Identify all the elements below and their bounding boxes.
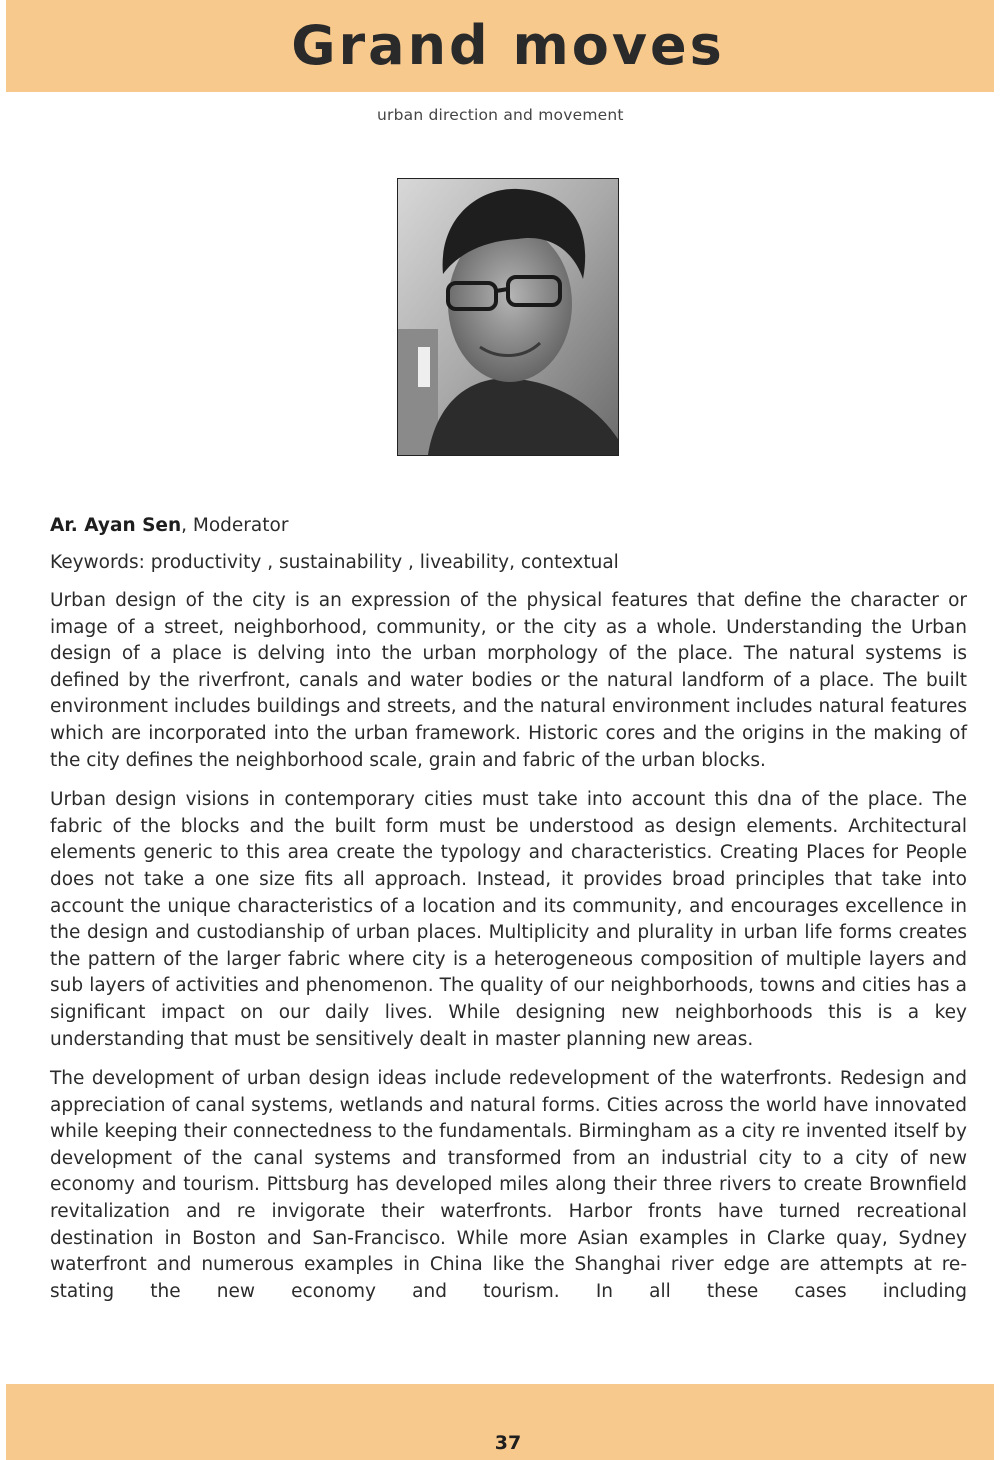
- page-number: 37: [494, 1432, 522, 1454]
- author-byline: [50, 513, 967, 539]
- author-name: Ar. Ayan Sen: [50, 515, 182, 536]
- author-role: , Moderator: [181, 515, 289, 536]
- page-subtitle: urban direction and movement: [377, 106, 624, 124]
- article-body: [50, 513, 967, 1318]
- paragraph: Urban design of the city is an expression of the physical features that define the character or image of a street, neighborhood, community, or the city as a whole. Understanding the Urban design of a place is delving into the urban morphology of the place. The natural systems is defined by the riverfront, canals and water bodies or the natural landform of a place. The built environment includes buildings and streets, and the natural environment includes natural features which are incorporated into the urban framework. Historic cores and the origins in the making of the city defines the neighborhood scale, grain and fabric of the urban blocks.: [50, 590, 967, 771]
- portrait-photo-icon: [398, 179, 618, 455]
- page-title: Grand moves: [291, 14, 725, 77]
- author-photo: [397, 178, 619, 456]
- paragraph: The development of urban design ideas include redevelopment of the waterfronts. Redesign and appreciation of canal systems, wetlands and natural forms. Cities across the world have innovated while keeping their connectedness to the fundamentals. Birmingham as a city re invented itself by development of the canal systems and transformed from an industrial city to a city of new economy and tourism. Pittsburg has developed miles along their three rivers to create Brownfield revitalization and re invigorate their waterfronts. Harbor fronts have turned recreational destination in Boston and San-Francisco. While more Asian examples in Clarke quay, Sydney waterfront and numerous examples in China like the Shanghai river edge are attempts at re-stating the new economy and tourism. In all these cases including: [50, 1068, 967, 1302]
- keywords-line: Keywords: productivity , sustainability , liveability, contextual: [50, 552, 619, 573]
- paragraph: Urban design visions in contemporary cities must take into account this dna of the place. The fabric of the blocks and the built form must be understood as design elements. Architectural elements generic to this area create the typology and characteristics. Creating Places for People does not take a one size fits all approach. Instead, it provides broad principles that take into account the unique characteristics of a location and its community, and encourages excellence in the design and custodianship of urban places. Multiplicity and plurality in urban life forms creates the pattern of the larger fabric where city is a heterogeneous composition of multiple layers and sub layers of activities and phenomenon. The quality of our neighborhoods, towns and cities has a significant impact on our daily lives. While designing new neighborhoods this is a key understanding that must be sensitively dealt in master planning new areas.: [50, 789, 967, 1050]
